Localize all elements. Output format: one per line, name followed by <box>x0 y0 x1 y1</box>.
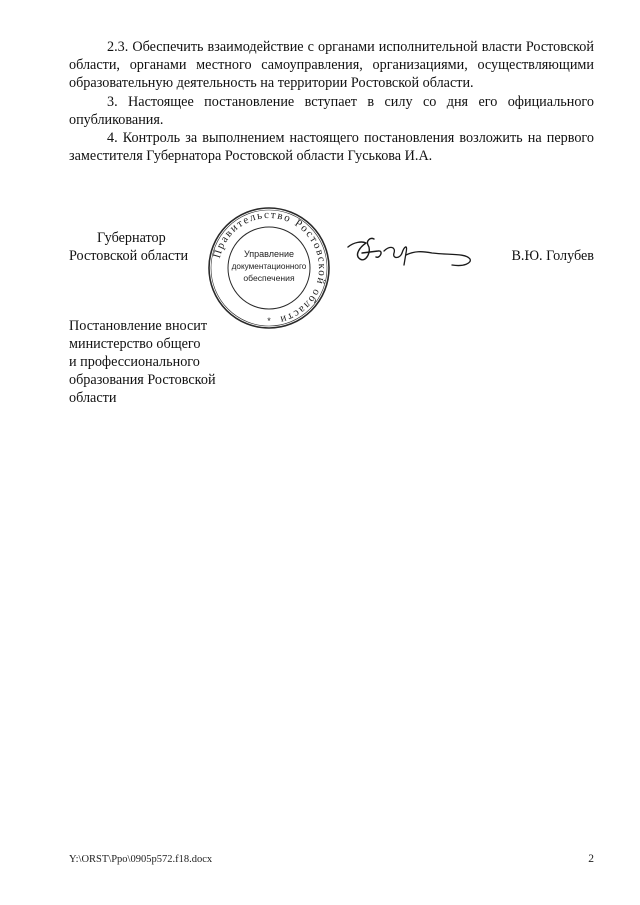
submitted-by-line1: Постановление вносит <box>69 318 208 334</box>
handwritten-signature <box>344 233 474 269</box>
paragraph-4: 4. Контроль за выполнением настоящего постановления возложить на первого заместителя Губернатора Ростовской области Гуськова И.А. <box>69 130 594 165</box>
signatory-title-line1: Губернатор <box>97 230 166 246</box>
paragraph-3: 3. Настоящее постановление вступает в силу со дня его официального опубликования. <box>69 93 594 128</box>
submitted-by <box>69 317 269 407</box>
seal-inner-line2: документационного <box>231 262 307 271</box>
submitted-by-line5: области <box>69 390 117 406</box>
signatory-title-line2: Ростовской области <box>69 248 189 264</box>
submitted-by-line2: министерство общего <box>69 336 201 352</box>
seal-outer-text: Правительство Ростовской области <box>211 208 329 326</box>
official-seal <box>206 205 332 331</box>
signatory-name: В.Ю. Голубев <box>511 248 594 264</box>
seal-inner-line3: обеспечения <box>243 273 295 283</box>
body-text <box>69 38 594 165</box>
seal-inner-line1: Управление <box>243 249 295 259</box>
submitted-by-line4: образования Ростовской <box>69 372 216 388</box>
signatory-title <box>69 229 209 265</box>
footer-page-number: 2 <box>588 853 594 865</box>
submitted-by-line3: и профессионального <box>69 354 200 370</box>
footer-file-path: Y:\ORST\Ppo\0905p572.f18.docx <box>69 854 213 865</box>
paragraph-2-3: 2.3. Обеспечить взаимодействие с органами исполнительной власти Ростовской области, органами местного самоуправления, организациями, осуществляющими образовательную деятельность на территории Ростовской области. <box>69 39 594 92</box>
seal-star: * <box>267 316 271 326</box>
